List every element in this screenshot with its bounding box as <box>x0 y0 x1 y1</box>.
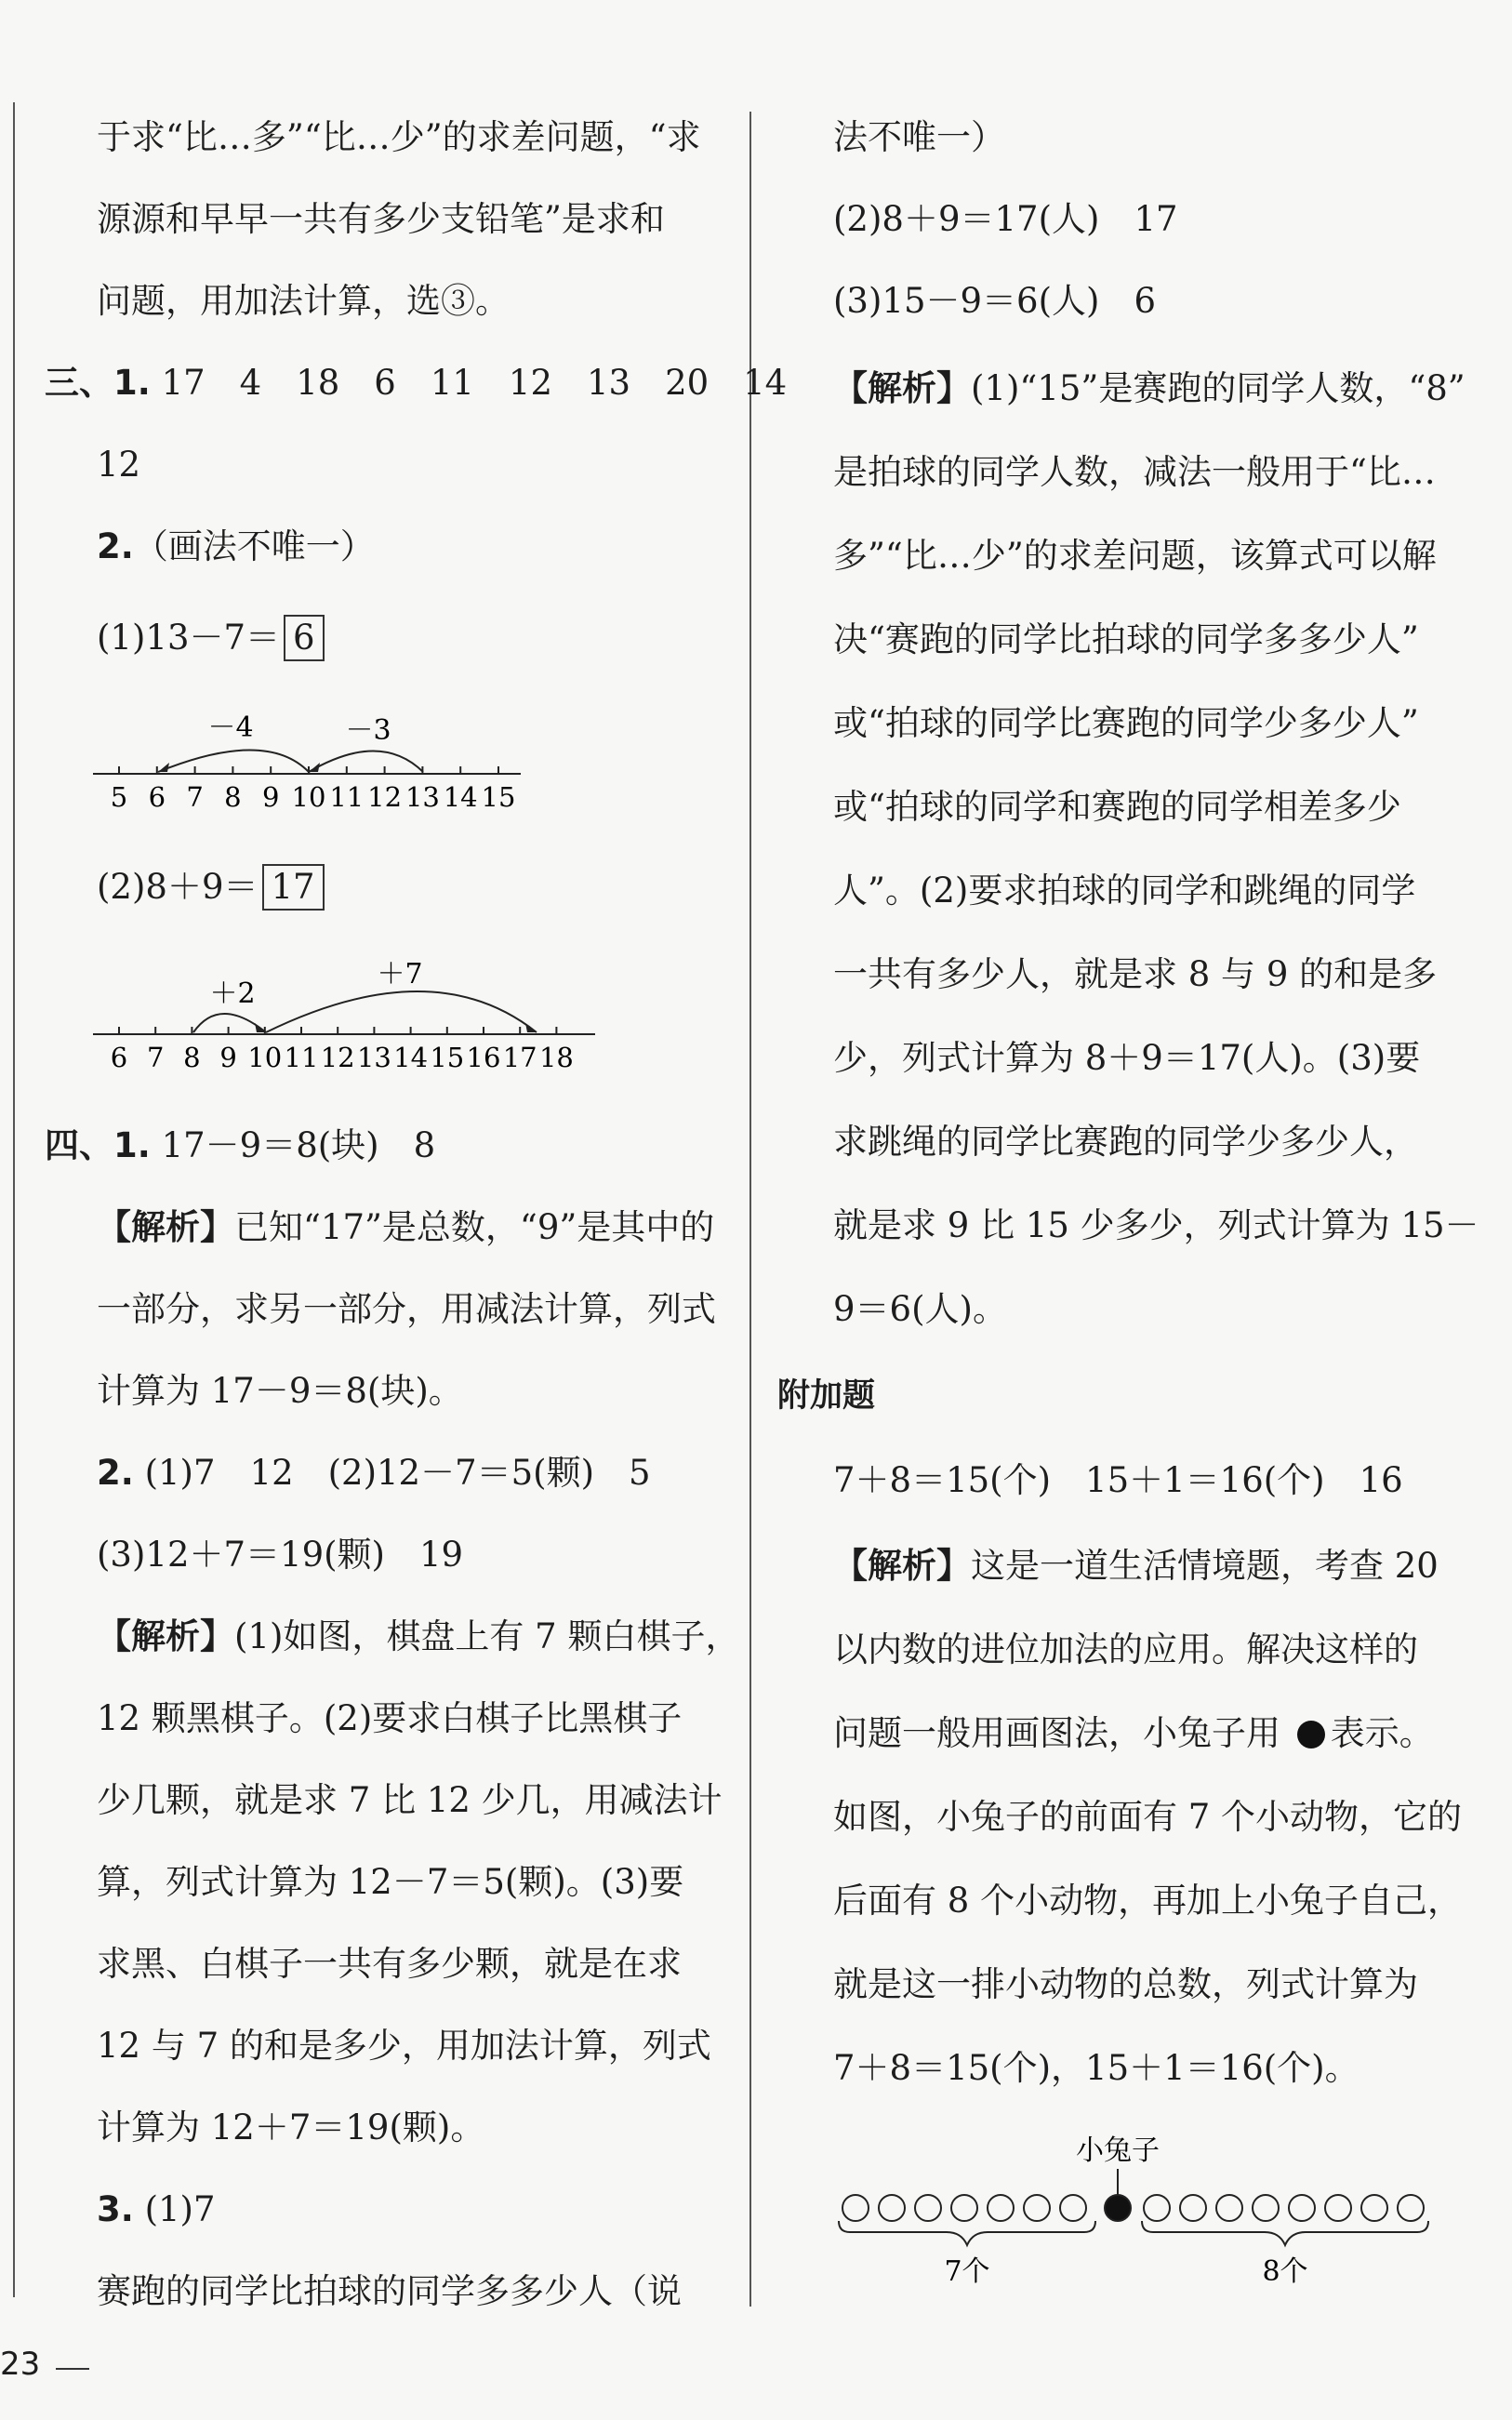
column-divider <box>749 112 751 2307</box>
tick-label: 8 <box>183 1042 201 1073</box>
animal-circle <box>1361 2195 1387 2221</box>
animal-circle <box>951 2195 977 2221</box>
text-line: 后面有 8 个小动物，再加上小兔子自己， <box>833 1881 1463 1921</box>
tick-label: 12 <box>320 1042 355 1073</box>
jump-label-1: ＋2 <box>209 977 256 1010</box>
rabbit-label: 小兔子 <box>1076 2134 1160 2167</box>
animal-circle <box>988 2195 1014 2221</box>
text-line: 就是求 9 比 15 少多少，列式计算为 15－ <box>833 1205 1479 1245</box>
animal-circle <box>1216 2195 1242 2221</box>
text-line: 算，列式计算为 12－7＝5(颗)。(3)要 <box>97 1862 684 1902</box>
tick-label: 6 <box>110 1042 128 1073</box>
text-line: 或“拍球的同学和赛跑的同学相差多少 <box>833 787 1401 827</box>
text-line: (3)15－9＝6(人) 6 <box>833 281 1156 321</box>
analysis-line <box>833 1542 1439 1590</box>
text-span: 表示。 <box>1330 1713 1434 1753</box>
text-line: 求黑、白棋子一共有多少颗，就是在求 <box>97 1944 682 1984</box>
boxed-answer: 17 <box>262 864 325 911</box>
answer-text: (1)7 12 (2)12－7＝5(颗) 5 <box>144 1453 651 1493</box>
jump-label-1: －4 <box>207 711 254 744</box>
question-number: 1. <box>113 1125 151 1165</box>
tick-label: 11 <box>284 1042 319 1073</box>
right-brace <box>1142 2221 1428 2245</box>
text-line: 计算为 17－9＝8(块)。 <box>97 1371 463 1411</box>
text-line: 12 <box>97 445 141 485</box>
page-number-dash <box>56 2368 89 2370</box>
number-line-2 <box>84 958 604 1079</box>
answer-values: 17 4 18 6 11 12 13 20 14 <box>161 363 788 403</box>
boxed-answer: 6 <box>284 615 325 661</box>
text-line: 多”“比…少”的求差问题，该算式可以解 <box>833 536 1437 576</box>
animal-circle <box>842 2195 869 2221</box>
text-line: 是拍球的同学人数，减法一般用于“比… <box>833 452 1436 492</box>
jump-arc-2 <box>266 991 537 1032</box>
section-three-answer-2 <box>97 523 375 571</box>
tick-label: 14 <box>393 1042 429 1073</box>
equation-text: (1)13－7＝ <box>97 618 281 658</box>
animal-circle <box>1289 2195 1315 2221</box>
tick-label: 14 <box>443 781 478 813</box>
note: （画法不唯一） <box>133 526 375 566</box>
tick-label: 18 <box>538 1042 574 1073</box>
animal-circle <box>1253 2195 1279 2221</box>
tick-label: 10 <box>247 1042 283 1073</box>
analysis-line <box>97 1203 714 1252</box>
text-line: 如图，小兔子的前面有 7 个小动物，它的 <box>833 1797 1463 1837</box>
analysis-text: 已知“17”是总数，“9”是其中的 <box>234 1207 715 1247</box>
tick-label: 8 <box>224 781 242 813</box>
question-number: 2. <box>97 1453 134 1493</box>
analysis-tag: 【解析】 <box>97 1207 234 1247</box>
question-number: 1. <box>113 363 151 403</box>
question-number: 2. <box>97 526 134 566</box>
section-three-answer-1 <box>45 359 787 407</box>
section-four-answer-2 <box>97 1449 651 1497</box>
tick-label: 15 <box>430 1042 465 1073</box>
tick-label: 10 <box>291 781 326 813</box>
equation-1 <box>97 614 325 662</box>
text-line: 于求“比…多”“比…少”的求差问题，“求 <box>97 117 701 157</box>
tick-label: 16 <box>466 1042 501 1073</box>
bonus-heading: 附加题 <box>777 1377 876 1415</box>
analysis-text: (1)“15”是赛跑的同学人数，“8” <box>971 368 1466 408</box>
tick-label: 7 <box>146 1042 165 1073</box>
jump-label-2: －3 <box>345 714 391 747</box>
bonus-answer: 7＋8＝15(个) 15＋1＝16(个) 16 <box>833 1460 1403 1500</box>
tick-label: 6 <box>148 781 166 813</box>
text-line: 就是这一排小动物的总数，列式计算为 <box>833 1964 1418 2004</box>
left-brace <box>839 2221 1095 2245</box>
animal-circle <box>1180 2195 1206 2221</box>
tick-label: 13 <box>405 781 440 813</box>
text-line: 少几颗，就是求 7 比 12 少几，用减法计 <box>97 1780 723 1820</box>
equation-text: (2)8＋9＝ <box>97 867 259 907</box>
rabbit-circle <box>1105 2195 1131 2221</box>
text-line <box>833 1709 1434 1758</box>
number-line-1 <box>84 702 530 823</box>
arc-arrowhead <box>158 763 169 772</box>
text-line: (3)12＋7＝19(颗) 19 <box>97 1535 464 1575</box>
text-line: 问题，用加法计算，选③。 <box>97 281 510 321</box>
section-label: 三、 <box>45 363 113 403</box>
text-line: 或“拍球的同学比赛跑的同学少多少人” <box>833 703 1419 743</box>
right-count-label: 8个 <box>1262 2255 1308 2288</box>
animal-circle <box>879 2195 905 2221</box>
left-count-label: 7个 <box>944 2255 990 2288</box>
left-margin-rule <box>13 102 15 2297</box>
text-line: 人”。(2)要求拍球的同学和跳绳的同学 <box>833 871 1416 911</box>
text-line: 9＝6(人)。 <box>833 1289 1007 1329</box>
question-number: 3. <box>97 2189 134 2229</box>
rabbit-row-diagram <box>828 2121 1460 2307</box>
text-line: 少，列式计算为 8＋9＝17(人)。(3)要 <box>833 1038 1421 1078</box>
tick-label: 5 <box>110 781 128 813</box>
text-line: 12 与 7 的和是多少，用加法计算，列式 <box>97 2026 711 2066</box>
text-line: 源源和早早一共有多少支铅笔”是求和 <box>97 199 665 239</box>
jump-arc-1 <box>193 1014 266 1032</box>
text-line: 7＋8＝15(个)，15＋1＝16(个)。 <box>833 2048 1359 2088</box>
section-four-answer-3 <box>97 2186 216 2234</box>
tick-label: 9 <box>219 1042 237 1073</box>
text-line: 法不唯一） <box>833 117 1005 157</box>
text-line: 以内数的进位加法的应用。解决这样的 <box>833 1629 1418 1669</box>
text-line: 求跳绳的同学比赛跑的同学少多少人， <box>833 1122 1418 1162</box>
animal-circle <box>1144 2195 1170 2221</box>
answer-text: (1)7 <box>144 2189 216 2229</box>
text-line: 决“赛跑的同学比拍球的同学多多少人” <box>833 619 1419 659</box>
tick-label: 9 <box>261 781 280 813</box>
analysis-tag: 【解析】 <box>833 368 971 408</box>
animal-circle <box>1398 2195 1424 2221</box>
text-line: (2)8＋9＝17(人) 17 <box>833 199 1178 239</box>
tick-label: 7 <box>186 781 204 813</box>
page-number: 23 <box>0 2346 41 2383</box>
section-label: 四、 <box>45 1125 113 1165</box>
tick-label: 12 <box>367 781 403 813</box>
black-dot-icon <box>1297 1721 1325 1749</box>
jump-arc-2 <box>309 751 423 773</box>
text-line: 赛跑的同学比拍球的同学多多少人（说 <box>97 2271 682 2311</box>
tick-label: 17 <box>502 1042 537 1073</box>
text-line: 12 颗黑棋子。(2)要求白棋子比黑棋子 <box>97 1698 683 1738</box>
animal-circle <box>1060 2195 1086 2221</box>
analysis-text: (1)如图，棋盘上有 7 颗白棋子， <box>234 1616 740 1656</box>
text-line: 一部分，求另一部分，用减法计算，列式 <box>97 1289 716 1329</box>
animal-circle <box>1325 2195 1351 2221</box>
animal-circle <box>1024 2195 1050 2221</box>
text-line: 一共有多少人，就是求 8 与 9 的和是多 <box>833 954 1438 994</box>
answer-text: 17－9＝8(块) 8 <box>161 1125 436 1165</box>
tick-label: 15 <box>481 781 516 813</box>
analysis-text: 这是一道生活情境题，考查 20 <box>971 1546 1439 1586</box>
animal-circle <box>915 2195 941 2221</box>
tick-label: 11 <box>329 781 365 813</box>
tick-label: 13 <box>356 1042 391 1073</box>
analysis-tag: 【解析】 <box>833 1546 971 1586</box>
analysis-line <box>97 1613 739 1661</box>
analysis-tag: 【解析】 <box>97 1616 234 1656</box>
section-four-answer-1 <box>45 1122 435 1170</box>
analysis-line <box>833 365 1466 413</box>
text-span: 问题一般用画图法，小兔子用 <box>833 1713 1280 1753</box>
equation-2 <box>97 863 325 911</box>
jump-label-2: ＋7 <box>377 958 423 991</box>
text-line: 计算为 12＋7＝19(颗)。 <box>97 2108 485 2147</box>
